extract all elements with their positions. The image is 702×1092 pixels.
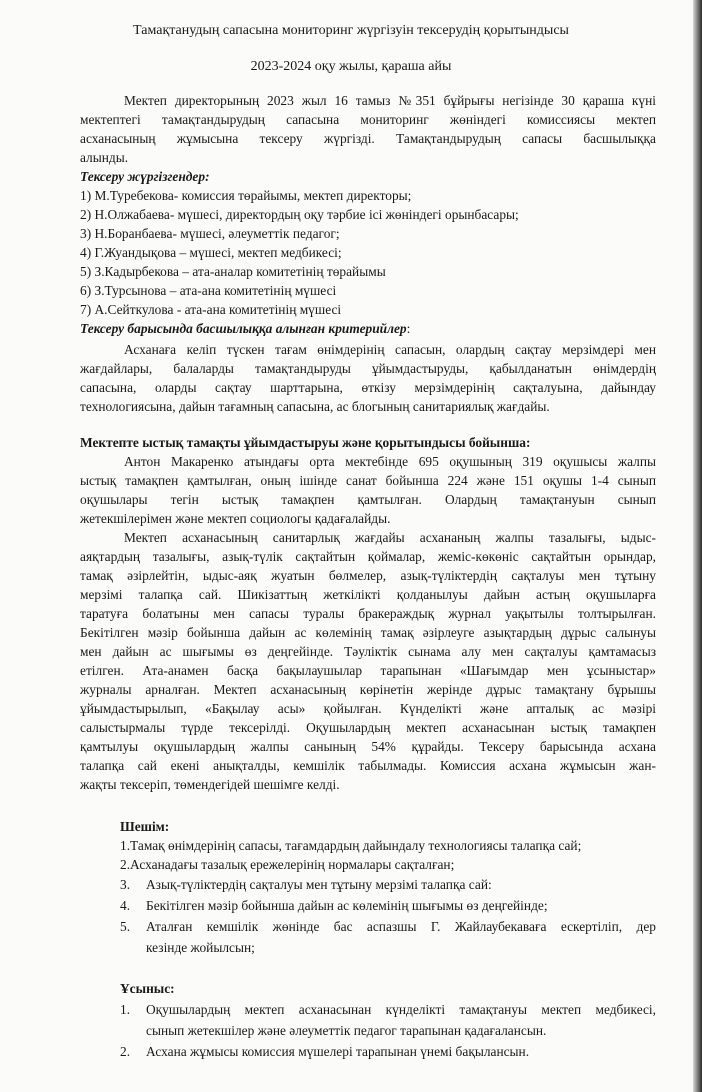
decision-item: Азық-түліктердің сақталуы мен тұтыну мерзімі талапқа сай: [146,877,492,892]
decision-item-num: 4. [120,898,131,913]
document-title: Тамақтанудың сапасына мониторинг жүргізуін тексерудің қорытындысы [133,23,569,38]
decision-item-num: 5. [120,919,131,934]
sanitary-line: Бекітілген мәзір бойынша дайын ас көлемінің тамақ әзірлеуге азықтардың дұрыс салынуы [80,625,656,640]
intro-line: Мектеп директорының 2023 жыл 16 тамыз №351 бұйрығы негізінде 30 қараша күні [124,93,656,108]
sanitary-line: мен дайын ас шығымы өз деңгейінде. Тәуліктік сынама алу мен сақталуы қамтамасыз [80,644,656,659]
inspector-item: 6) З.Турсынова – ата-ана комитетінің мүшесі [80,283,337,298]
sanitary-line: мерзімі талапқа сай. Шикізаттың жеткілікті қолданылуы дайын астың оқушыларға [80,587,656,602]
criteria-heading-row [80,320,410,338]
suggestion-item: Оқушылардың мектеп асханасынан күнделікті тамақтануы мектеп медбикесі, [146,1002,656,1017]
suggestion-item-num: 2. [120,1044,131,1059]
decision-item: Бекітілген мәзір бойынша дайын ас көлемінің шығымы өз деңгейінде; [146,898,548,913]
sanitary-line: таратуға болатыны мен сапасы туралы бракеражды​қ журнал уақытылы толтырылған. [80,606,656,621]
sanitary-line: етілген. Ата-анамен басқа бақылаушылар тарапынан «Шағымдар мен ұсыныстар» [80,663,656,678]
inspector-item: 3) Н.Боранбаева- мүшесі, әлеуметтік педагог; [80,226,340,241]
hot-meals-heading: Мектепте ыстық тамақты ұйымдастыруы және қорытындысы бойынша: [80,435,531,450]
decision-item-num: 3. [120,877,131,892]
inspector-item: 2) Н.Олжабаева- мүшесі, директордың оқу тәрбие ісі жөніндегі орынбасары; [80,207,519,222]
sanitary-line: салыстырмалы түрде тексерілді. Оқушылардың мектеп асханасынан ыстық тамақпен [80,720,656,735]
intro-line: асханасының жұмысына тексеру жүргізді. Тамақтандырудың сапасы басшылыққа [80,131,656,146]
hot-meals-line: оқушылары тегін ыстық тамақпен қамтылған. Олардың тамақтануын сынып [80,492,656,507]
sanitary-line: қамтылуы оқушылардың жалпы санының 54% құрайды. Тексеру барысында асхана [80,739,656,754]
decision-item-cont: кезінде жойылсын; [146,940,255,955]
decision-item: 1.Тамақ өнімдерінің сапасы, тағамдардың дайындалу технологиясы талапқа сай; [120,838,582,853]
sanitary-line: аяқтардың тазалығы, азық-түлік сақтайтын қоймалар, жеміс-көкөніс сақтайтын орындар, [80,549,656,564]
hot-meals-line: Антон Макаренко атындағы орта мектебінде 695 оқушының 319 оқушысы жалпы [124,454,656,469]
decision-heading: Шешім: [120,819,170,834]
criteria-heading: Тексеру барысында басшылыққа алынған критерийлер [80,321,407,336]
criteria-line: сапасына, оларды сақтау шарттарына, өткізу мерзімдерінің сақталуына, дайындау [80,380,656,395]
intro-line: алынды. [80,150,129,165]
criteria-line: Асханаға келіп түскен тағам өнімдерінің сапасын, олардың сақтау мерзімдері мен [124,342,656,357]
suggestion-item: Асхана жұмысы комиссия мүшелері тарапынан үнемі бақылансын. [146,1044,530,1059]
criteria-line: жағдайлары, балаларды тамақтандыруды ұйымдастыруды, қабылданатын өнімдердің [80,361,656,376]
decision-item: 2.Асханадағы тазалық ережелерінің нормалары сақталған; [120,857,455,872]
sanitary-line: жақты тексеріп, төмендегідей шешімге келді. [80,777,340,792]
sanitary-line: Мектеп асханасының санитарлық жағдайы асхананың жалпы тазалығы, ыдыс- [124,530,656,545]
suggestion-heading: Ұсыныс: [120,981,175,996]
inspector-item: 5) З.Кадырбекова – ата-аналар комитетінің төрайымы [80,264,386,279]
sanitary-line: талапқа сай екені анықталды, кемшілік табылмады. Комиссия асхана жұмысын жан- [80,758,656,773]
sanitary-line: журналы арналған. Мектеп асханасының көрінетін жерінде дұрыс тамақтану бұрышы [80,682,656,697]
scan-edge-shadow [693,0,702,1092]
inspector-item: 7) А.Сейткулова - ата-ана комитетінің мүшесі [80,302,342,317]
document-subtitle: 2023-2024 оқу жылы, қараша айы [250,59,452,74]
hot-meals-line: жетекшілерімен және мектеп социологы қадағалайды. [80,511,391,526]
sanitary-line: ұйымдастырылып, «Бақылау асы» қойылған. Күнделікті және апталық ас мәзірі [80,701,656,716]
inspector-item: 1) М.Туребекова- комиссия төрайымы, мектеп директоры; [80,188,412,203]
inspector-item: 4) Г.Жуандықова – мүшесі, мектеп медбикесі; [80,245,342,260]
suggestion-item-cont: сынып жетекшілер және әлеуметтік педагог тарапынан қадағалансын. [146,1023,547,1038]
criteria-colon: : [406,321,411,336]
criteria-line: технологиясына, дайын тағамның сапасына, ас блогының санитариялық жағдайы. [80,399,550,414]
hot-meals-line: ыстық тамақпен қамтылған, оның ішінде санат бойынша 224 және 151 оқушы 1-4 сынып [80,473,656,488]
suggestion-item-num: 1. [120,1002,131,1017]
sanitary-line: тамақ әзірлейтін, ыдыс-аяқ жуатын бөлмелер, азық-түліктердің сақталуы мен тұтыну [80,568,656,583]
decision-item: Аталған кемшілік жөнінде бас аспазшы Г. Жайлаубекаваға ескертіліп, дер [146,919,656,934]
inspectors-heading: Тексеру жүргізгендер: [80,169,210,184]
intro-line: мектептегі тамақтандырудың сапасына мониторинг жөніндегі комиссиясы мектеп [80,112,656,127]
